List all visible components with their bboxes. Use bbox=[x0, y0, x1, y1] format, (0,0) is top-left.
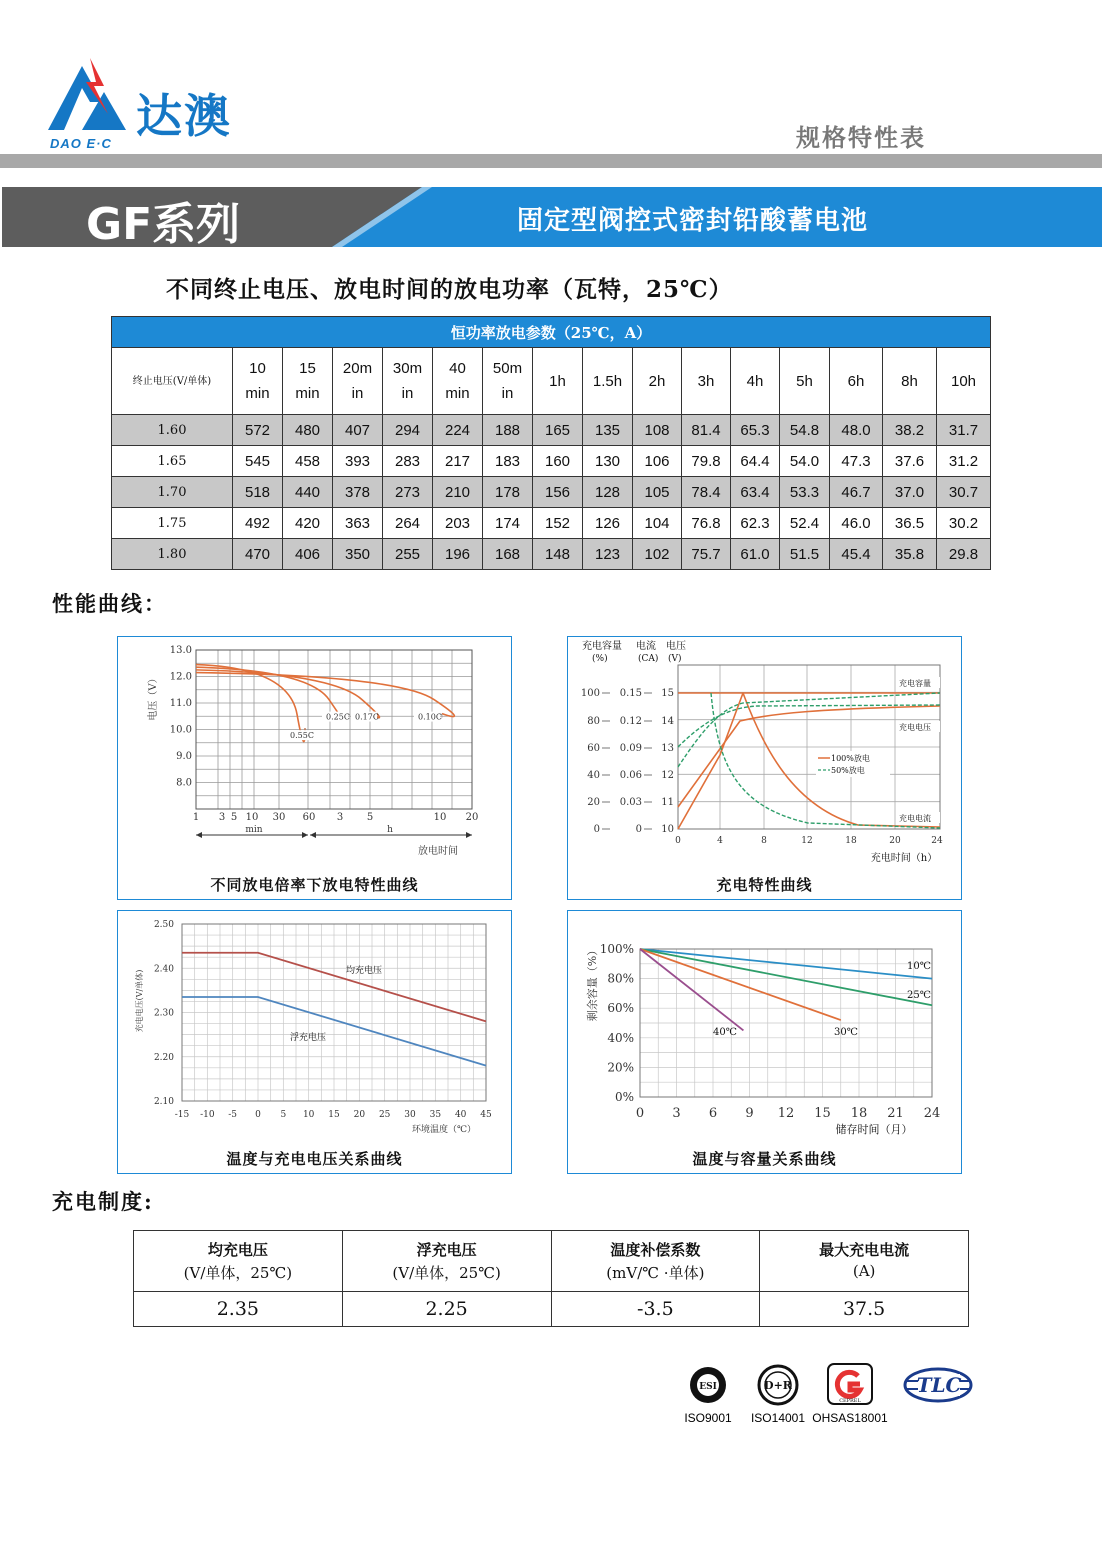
power-table-time-header bbox=[283, 348, 333, 415]
x-tick-label: 0 bbox=[635, 1106, 645, 1121]
series-label-float: 浮充电压 bbox=[290, 1033, 327, 1043]
power-table-time-header bbox=[682, 348, 731, 415]
y-tick-voltage: 14 bbox=[661, 716, 674, 727]
chart-charging bbox=[567, 636, 962, 900]
time-header-line: in bbox=[351, 385, 364, 402]
y-tick-label: 0% bbox=[614, 1090, 634, 1104]
certification-logos bbox=[680, 1360, 980, 1430]
time-header-line: 8h bbox=[901, 372, 918, 390]
x-tick-label: 10 bbox=[302, 1110, 315, 1120]
charge-value-max-current: 37.5 bbox=[760, 1292, 969, 1327]
y-axis-label: 剩余容量（%） bbox=[586, 944, 599, 1022]
esi-mark: ESI bbox=[699, 1382, 717, 1392]
time-header-line: in bbox=[501, 385, 514, 402]
power-value-cell: 420 bbox=[283, 508, 333, 539]
power-value-cell: 480 bbox=[283, 415, 333, 446]
y-tick-voltage: 13 bbox=[661, 743, 674, 754]
y-axis-label: 充电电压(V/单体) bbox=[135, 969, 144, 1033]
charge-header-equalize: 均充电压 bbox=[134, 1231, 343, 1262]
x-tick-label: 30 bbox=[272, 812, 286, 823]
x-tick-label: 18 bbox=[850, 1106, 868, 1121]
power-value-cell: 440 bbox=[283, 477, 333, 508]
power-value-cell: 79.8 bbox=[682, 446, 731, 477]
power-table-time-header bbox=[433, 348, 483, 415]
chart-temp-capacity-caption: 温度与容量关系曲线 bbox=[692, 1150, 837, 1168]
iso9001-label: ISO9001 bbox=[684, 1411, 732, 1425]
time-header-line: min bbox=[445, 385, 470, 402]
header-current: 电流 bbox=[636, 641, 656, 652]
power-value-cell: 54.8 bbox=[780, 415, 830, 446]
table-row bbox=[112, 415, 991, 446]
header-unit-capacity: (%) bbox=[592, 654, 608, 664]
power-table-corner-header: 终止电压(V/单体) bbox=[112, 348, 233, 415]
time-header-line: 5h bbox=[796, 372, 813, 390]
power-value-cell: 545 bbox=[233, 446, 283, 477]
series-label: 30℃ bbox=[834, 1027, 858, 1038]
table-row bbox=[112, 539, 991, 570]
charge-value-compensation: -3.5 bbox=[551, 1292, 760, 1327]
series-label: 25℃ bbox=[907, 990, 931, 1001]
x-tick-label: 15 bbox=[328, 1110, 340, 1120]
time-header-line: 4h bbox=[746, 372, 764, 390]
power-value-cell: 572 bbox=[233, 415, 283, 446]
series-label: 0.17C bbox=[355, 712, 379, 722]
power-value-cell: 37.6 bbox=[883, 446, 937, 477]
x-unit-min: min bbox=[245, 825, 263, 835]
power-value-cell: 35.8 bbox=[883, 539, 937, 570]
power-value-cell: 178 bbox=[483, 477, 533, 508]
power-value-cell: 363 bbox=[333, 508, 383, 539]
power-value-cell: 123 bbox=[583, 539, 633, 570]
chart-temp-voltage bbox=[117, 910, 512, 1174]
time-header-line: 6h bbox=[847, 372, 865, 390]
x-axis-label: 环境温度（℃） bbox=[411, 1125, 477, 1135]
power-value-cell: 168 bbox=[483, 539, 533, 570]
power-value-cell: 51.5 bbox=[780, 539, 830, 570]
table-row bbox=[112, 446, 991, 477]
voltage-100-curve bbox=[678, 693, 940, 829]
power-value-cell: 165 bbox=[533, 415, 583, 446]
x-tick-label: 45 bbox=[480, 1110, 492, 1120]
power-table-time-header bbox=[583, 348, 633, 415]
x-tick-label: 5 bbox=[230, 812, 238, 823]
time-header-line: 40 bbox=[449, 360, 466, 377]
x-tick-label: 1 bbox=[192, 812, 200, 823]
time-header-line: 10h bbox=[950, 372, 977, 390]
charge-table bbox=[133, 1230, 969, 1327]
x-tick-label: 18 bbox=[845, 836, 857, 846]
x-tick-label: 25 bbox=[378, 1110, 391, 1120]
power-value-cell: 128 bbox=[583, 477, 633, 508]
chart-charging-caption: 充电特性曲线 bbox=[716, 876, 813, 894]
ceprel-mark: CEPREL bbox=[839, 1398, 861, 1404]
charge-header-max-current: 最大充电电流 bbox=[760, 1231, 969, 1262]
time-header-line: min bbox=[295, 385, 320, 402]
y-tick-voltage: 15 bbox=[661, 688, 674, 699]
power-table-time-header bbox=[937, 348, 991, 415]
power-value-cell: 75.7 bbox=[682, 539, 731, 570]
chart-discharge-caption: 不同放电倍率下放电特性曲线 bbox=[210, 876, 419, 894]
power-value-cell: 104 bbox=[633, 508, 682, 539]
y-tick-label: 80% bbox=[607, 971, 634, 986]
end-voltage-cell: 1.60 bbox=[112, 415, 233, 446]
time-header-line: 20m bbox=[342, 360, 373, 377]
power-value-cell: 61.0 bbox=[731, 539, 780, 570]
brand-name: 达澳 bbox=[136, 89, 232, 143]
power-table-time-header bbox=[830, 348, 883, 415]
power-table-time-header bbox=[533, 348, 583, 415]
power-table-time-header bbox=[731, 348, 780, 415]
time-header-line: 30m bbox=[392, 360, 423, 377]
power-value-cell: 378 bbox=[333, 477, 383, 508]
y-tick-capacity: 80 bbox=[587, 716, 600, 727]
voltage-label: 充电电压 bbox=[899, 723, 931, 732]
document-type: 规格特性表 bbox=[796, 124, 926, 152]
power-value-cell: 76.8 bbox=[682, 508, 731, 539]
power-value-cell: 264 bbox=[383, 508, 433, 539]
charge-unit-compensation: (mV/℃ ·单体) bbox=[551, 1261, 760, 1292]
power-value-cell: 152 bbox=[533, 508, 583, 539]
x-tick-label: 60 bbox=[302, 812, 316, 823]
y-tick-current: 0 bbox=[635, 824, 642, 835]
y-tick-label: 2.10 bbox=[153, 1097, 174, 1107]
power-value-cell: 188 bbox=[483, 415, 533, 446]
power-value-cell: 53.3 bbox=[780, 477, 830, 508]
y-tick-label: 9.0 bbox=[176, 751, 192, 762]
header-voltage: 电压 bbox=[666, 641, 686, 652]
table-row bbox=[112, 477, 991, 508]
power-value-cell: 196 bbox=[433, 539, 483, 570]
legend-item: 50%放电 bbox=[831, 766, 865, 775]
power-value-cell: 407 bbox=[333, 415, 383, 446]
power-value-cell: 108 bbox=[633, 415, 682, 446]
iso14001-label: ISO14001 bbox=[750, 1411, 806, 1425]
y-tick-capacity: 60 bbox=[587, 743, 600, 754]
arrow-head bbox=[310, 832, 316, 838]
power-value-cell: 65.3 bbox=[731, 415, 780, 446]
power-table bbox=[111, 316, 991, 570]
power-value-cell: 217 bbox=[433, 446, 483, 477]
power-value-cell: 224 bbox=[433, 415, 483, 446]
power-value-cell: 48.0 bbox=[830, 415, 883, 446]
y-tick-voltage: 11 bbox=[661, 797, 674, 808]
power-value-cell: 64.4 bbox=[731, 446, 780, 477]
x-unit-h: h bbox=[387, 825, 393, 835]
series-description: 固定型阀控式密封铅酸蓄电池 bbox=[517, 206, 869, 236]
y-tick-label: 60% bbox=[607, 1001, 634, 1016]
end-voltage-cell: 1.75 bbox=[112, 508, 233, 539]
charge-header-float: 浮充电压 bbox=[342, 1231, 551, 1262]
power-table-time-header bbox=[233, 348, 283, 415]
y-axis-label: 电压（V） bbox=[148, 673, 159, 721]
power-value-cell: 30.2 bbox=[937, 508, 991, 539]
charge-value-float: 2.25 bbox=[342, 1292, 551, 1327]
power-value-cell: 393 bbox=[333, 446, 383, 477]
x-tick-label: 12 bbox=[777, 1106, 795, 1121]
section-charge-title: 充电制度: bbox=[52, 1189, 154, 1214]
series-label: 0.55C bbox=[290, 731, 314, 741]
power-value-cell: 135 bbox=[583, 415, 633, 446]
header-capacity: 充电容量 bbox=[582, 641, 622, 652]
power-value-cell: 29.8 bbox=[937, 539, 991, 570]
power-value-cell: 160 bbox=[533, 446, 583, 477]
power-value-cell: 470 bbox=[233, 539, 283, 570]
x-tick-label: -10 bbox=[200, 1110, 215, 1120]
end-voltage-cell: 1.80 bbox=[112, 539, 233, 570]
power-table-time-header bbox=[883, 348, 937, 415]
x-tick-label: 0 bbox=[255, 1110, 261, 1120]
power-value-cell: 148 bbox=[533, 539, 583, 570]
time-header-line: 1.5h bbox=[592, 372, 623, 390]
x-tick-label: -15 bbox=[174, 1110, 190, 1120]
x-axis-label: 放电时间 bbox=[418, 846, 458, 857]
x-tick-label: 20 bbox=[465, 812, 479, 823]
charge-header-compensation: 温度补偿系数 bbox=[551, 1231, 760, 1262]
power-value-cell: 130 bbox=[583, 446, 633, 477]
time-header-line: 15 bbox=[299, 360, 316, 377]
power-value-cell: 294 bbox=[383, 415, 433, 446]
power-value-cell: 45.4 bbox=[830, 539, 883, 570]
series-title: GF系列 bbox=[86, 199, 241, 250]
brand-subtitle: DAO E·C bbox=[50, 136, 112, 151]
chart-temp-capacity bbox=[567, 910, 962, 1174]
time-header-line: 50m bbox=[492, 360, 523, 377]
power-value-cell: 156 bbox=[533, 477, 583, 508]
tlc-cert-icon bbox=[905, 1369, 971, 1401]
power-value-cell: 283 bbox=[383, 446, 433, 477]
x-tick-label: 6 bbox=[708, 1106, 718, 1121]
y-tick-label: 11.0 bbox=[169, 698, 192, 709]
header-divider bbox=[0, 154, 1102, 168]
power-value-cell: 174 bbox=[483, 508, 533, 539]
charge-unit-equalize: (V/单体，25℃) bbox=[134, 1261, 343, 1292]
charge-value-equalize: 2.35 bbox=[134, 1292, 343, 1327]
y-tick-label: 2.40 bbox=[153, 964, 174, 975]
chart-discharge bbox=[117, 636, 512, 900]
power-value-cell: 255 bbox=[383, 539, 433, 570]
power-value-cell: 126 bbox=[583, 508, 633, 539]
x-tick-label: 24 bbox=[923, 1106, 941, 1121]
time-header-line: 3h bbox=[697, 372, 715, 390]
x-tick-label: 20 bbox=[353, 1110, 366, 1120]
y-tick-current: 0.06 bbox=[619, 770, 642, 781]
series-label-equalize: 均充电压 bbox=[346, 966, 383, 976]
y-tick-label: 2.50 bbox=[153, 920, 174, 930]
series-label: 40℃ bbox=[713, 1027, 737, 1038]
power-table-time-header bbox=[333, 348, 383, 415]
dr-mark: D+R bbox=[764, 1379, 792, 1392]
x-tick-label: 5 bbox=[280, 1110, 287, 1120]
time-header-line: 1h bbox=[549, 372, 566, 390]
time-header-line: 2h bbox=[648, 372, 666, 390]
power-table-time-header bbox=[383, 348, 433, 415]
x-tick-label: 9 bbox=[745, 1106, 754, 1121]
y-tick-current: 0.09 bbox=[619, 743, 642, 754]
y-tick-current: 0.03 bbox=[619, 797, 642, 808]
power-value-cell: 52.4 bbox=[780, 508, 830, 539]
y-tick-voltage: 12 bbox=[661, 770, 674, 781]
charge-unit-max-current: (A) bbox=[760, 1261, 969, 1292]
arrow-head bbox=[302, 832, 308, 838]
power-table-caption: 恒功率放电参数（25℃，A） bbox=[112, 317, 991, 348]
arrow-head bbox=[196, 832, 202, 838]
power-value-cell: 63.4 bbox=[731, 477, 780, 508]
power-value-cell: 106 bbox=[633, 446, 682, 477]
x-tick-label: 3 bbox=[672, 1106, 681, 1121]
y-tick-label: 12.0 bbox=[169, 671, 192, 683]
end-voltage-cell: 1.65 bbox=[112, 446, 233, 477]
power-value-cell: 81.4 bbox=[682, 415, 731, 446]
y-tick-label: 8.0 bbox=[176, 777, 192, 789]
power-value-cell: 350 bbox=[333, 539, 383, 570]
x-tick-label: 0 bbox=[675, 836, 681, 846]
power-value-cell: 47.3 bbox=[830, 446, 883, 477]
power-value-cell: 46.0 bbox=[830, 508, 883, 539]
power-value-cell: 203 bbox=[433, 508, 483, 539]
y-tick-label: 10.0 bbox=[169, 724, 192, 736]
power-value-cell: 31.7 bbox=[937, 415, 991, 446]
x-tick-label: 10 bbox=[433, 812, 447, 823]
series-label: 0.25C bbox=[326, 712, 350, 722]
power-value-cell: 62.3 bbox=[731, 508, 780, 539]
capacity-series-line bbox=[640, 949, 743, 1030]
section-curves-title: 性能曲线： bbox=[52, 591, 167, 616]
ohsas-label: OHSAS18001 bbox=[812, 1411, 888, 1425]
x-tick-label: 12 bbox=[801, 836, 813, 846]
x-tick-label: 30 bbox=[404, 1110, 416, 1120]
charge-unit-float: (V/单体，25℃) bbox=[342, 1261, 551, 1292]
y-tick-capacity: 20 bbox=[587, 797, 600, 808]
power-value-cell: 46.7 bbox=[830, 477, 883, 508]
y-tick-voltage: 10 bbox=[661, 824, 674, 835]
y-tick-label: 20% bbox=[607, 1060, 634, 1075]
power-table-time-header bbox=[633, 348, 682, 415]
power-value-cell: 37.0 bbox=[883, 477, 937, 508]
x-tick-label: 35 bbox=[429, 1110, 442, 1120]
tlc-mark: TLC bbox=[916, 1373, 962, 1397]
y-tick-label: 100% bbox=[599, 942, 634, 956]
power-value-cell: 36.5 bbox=[883, 508, 937, 539]
y-tick-current: 0.12 bbox=[619, 716, 642, 727]
x-tick-label: -5 bbox=[228, 1110, 238, 1120]
y-tick-current: 0.15 bbox=[619, 688, 642, 699]
ohsas-cert-icon bbox=[828, 1364, 872, 1404]
iso9001-cert-icon bbox=[690, 1367, 726, 1403]
power-table-time-header bbox=[483, 348, 533, 415]
y-tick-label: 40% bbox=[607, 1030, 634, 1045]
time-header-line: in bbox=[401, 385, 414, 402]
power-value-cell: 518 bbox=[233, 477, 283, 508]
power-value-cell: 492 bbox=[233, 508, 283, 539]
arrow-head bbox=[466, 832, 472, 838]
table-row bbox=[112, 508, 991, 539]
x-tick-label: 3 bbox=[336, 812, 344, 823]
y-tick-label: 2.30 bbox=[153, 1008, 174, 1019]
power-value-cell: 273 bbox=[383, 477, 433, 508]
series-label: 0.10C bbox=[418, 712, 442, 722]
power-value-cell: 406 bbox=[283, 539, 333, 570]
series-label: 10℃ bbox=[907, 961, 931, 972]
x-tick-label: 20 bbox=[889, 836, 901, 846]
x-axis-label: 储存时间（月） bbox=[835, 1123, 913, 1136]
power-value-cell: 31.2 bbox=[937, 446, 991, 477]
header-unit-voltage: (V) bbox=[668, 654, 682, 664]
x-tick-label: 8 bbox=[761, 836, 767, 846]
power-value-cell: 183 bbox=[483, 446, 533, 477]
y-tick-label: 13.0 bbox=[169, 645, 192, 656]
power-value-cell: 105 bbox=[633, 477, 682, 508]
y-tick-label: 2.20 bbox=[153, 1052, 174, 1063]
power-value-cell: 458 bbox=[283, 446, 333, 477]
x-tick-label: 3 bbox=[218, 812, 226, 823]
x-tick-label: 10 bbox=[245, 812, 259, 823]
x-tick-label: 24 bbox=[931, 836, 943, 846]
x-tick-label: 40 bbox=[454, 1110, 467, 1120]
x-axis-label: 充电时间（h） bbox=[870, 853, 938, 864]
time-header-line: min bbox=[245, 385, 270, 402]
legend-item: 100%放电 bbox=[831, 754, 870, 763]
power-value-cell: 78.4 bbox=[682, 477, 731, 508]
iso14001-cert-icon bbox=[759, 1366, 797, 1404]
chart-temp-voltage-caption: 温度与充电电压关系曲线 bbox=[226, 1150, 403, 1168]
power-value-cell: 38.2 bbox=[883, 415, 937, 446]
power-value-cell: 54.0 bbox=[780, 446, 830, 477]
power-value-cell: 30.7 bbox=[937, 477, 991, 508]
x-tick-label: 15 bbox=[814, 1106, 831, 1121]
header-unit-current: (CA) bbox=[638, 654, 659, 664]
current-label: 充电电流 bbox=[899, 814, 931, 823]
y-tick-capacity: 100 bbox=[580, 688, 600, 699]
time-header-line: 10 bbox=[249, 360, 266, 377]
x-tick-label: 4 bbox=[717, 836, 723, 846]
table-title: 不同终止电压、放电时间的放电功率（瓦特，25℃） bbox=[166, 276, 733, 303]
power-value-cell: 102 bbox=[633, 539, 682, 570]
y-tick-capacity: 0 bbox=[593, 824, 600, 835]
y-tick-capacity: 40 bbox=[587, 770, 600, 781]
power-value-cell: 210 bbox=[433, 477, 483, 508]
capacity-label: 充电容量 bbox=[899, 679, 931, 688]
end-voltage-cell: 1.70 bbox=[112, 477, 233, 508]
power-table-time-header bbox=[780, 348, 830, 415]
x-tick-label: 5 bbox=[366, 812, 374, 823]
x-tick-label: 21 bbox=[887, 1106, 904, 1121]
